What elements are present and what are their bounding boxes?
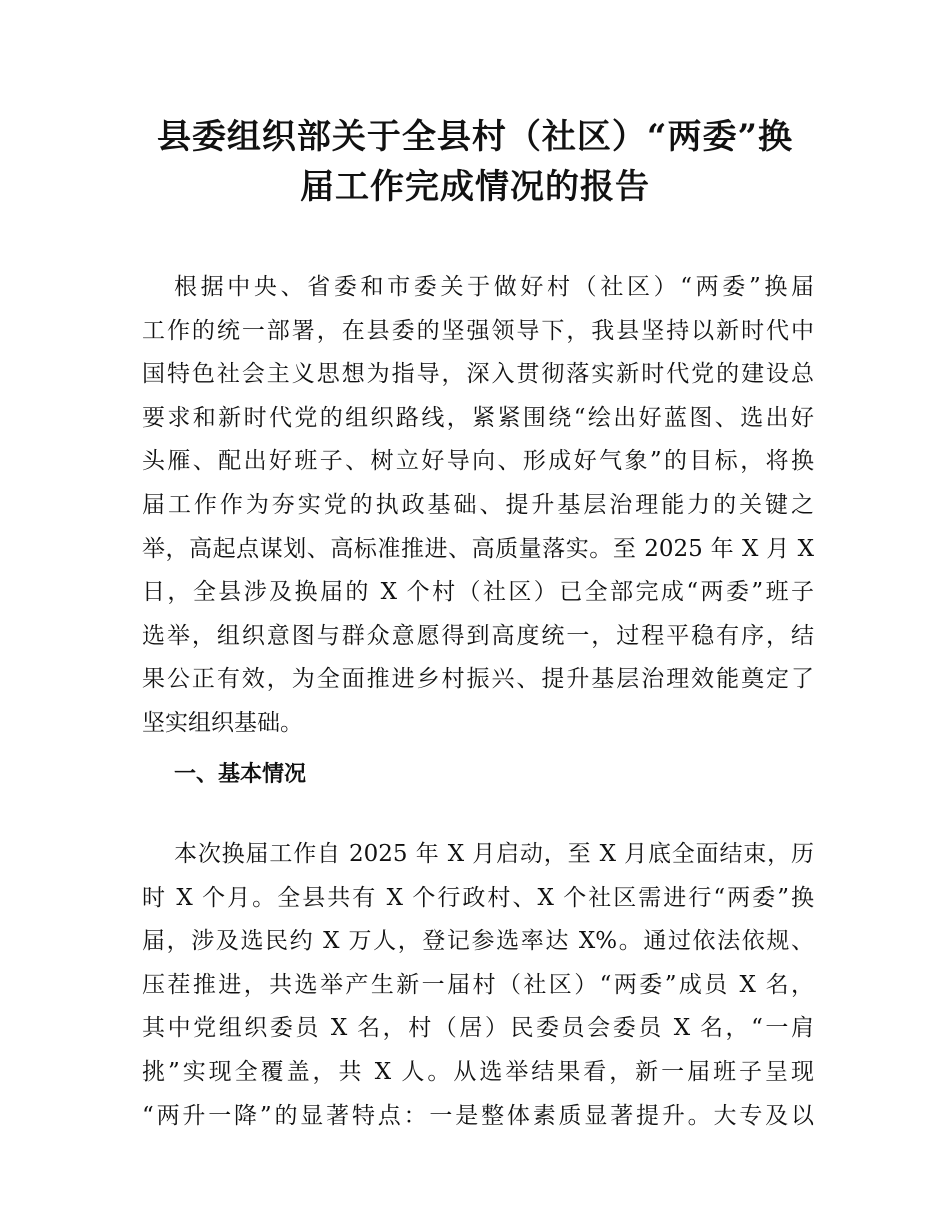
paragraph-line: 根据中央、省委和市委关于做好村（社区）“两委”换届 [174,274,814,300]
section-heading-basic-situation: 一、基本情况 [174,762,307,787]
paragraph-line: 坚实组织基础。 [142,709,303,736]
paragraph-line: 届，涉及选民约 X 万人，登记参选率达 X%。通过依法依规、 [142,928,814,955]
title-line: 县委组织部关于全县村（社区）“两委”换 [156,117,794,157]
paragraph-line: 国特色社会主义思想为指导，深入贯彻落实新时代党的建设总 [142,361,814,388]
paragraph-line: 要求和新时代党的组织路线，紧紧围绕“绘出好蓝图、选出好 [142,404,814,431]
paragraph-line: 其中党组织委员 X 名，村（居）民委员会委员 X 名，“一肩 [142,1015,814,1042]
document-title [110,112,840,212]
paragraph-line: 压茬推进，共选举产生新一届村（社区）“两委”成员 X 名， [142,971,814,998]
paragraph-line: 举，高起点谋划、高标准推进、高质量落实。至 2025 年 X 月 X [142,535,814,562]
paragraph-line: 挑”实现全覆盖，共 X 人。从选举结果看，新一届班子呈现 [142,1058,814,1085]
paragraph-line: 果公正有效，为全面推进乡村振兴、提升基层治理效能奠定了 [142,666,814,693]
paragraph-line: 日，全县涉及换届的 X 个村（社区）已全部完成“两委”班子 [142,579,814,606]
paragraph-line: 头雁、配出好班子、树立好导向、形成好气象”的目标，将换 [142,448,814,475]
paragraph-line: 选举，组织意图与群众意愿得到高度统一，过程平稳有序，结 [142,622,814,649]
basic-situation-paragraph [142,833,814,1138]
paragraph-line: 届工作作为夯实党的执政基础、提升基层治理能力的关键之 [142,491,814,518]
paragraph-line: “两升一降”的显著特点：一是整体素质显著提升。大专及以 [142,1102,814,1129]
paragraph-line: 本次换届工作自 2025 年 X 月启动，至 X 月底全面结束，历 [174,841,814,867]
title-line: 届工作完成情况的报告 [300,167,650,207]
paragraph-line: 工作的统一部署，在县委的坚强领导下，我县坚持以新时代中 [142,317,814,344]
intro-paragraph [142,266,814,746]
paragraph-line: 时 X 个月。全县共有 X 个行政村、X 个社区需进行“两委”换 [142,884,814,911]
